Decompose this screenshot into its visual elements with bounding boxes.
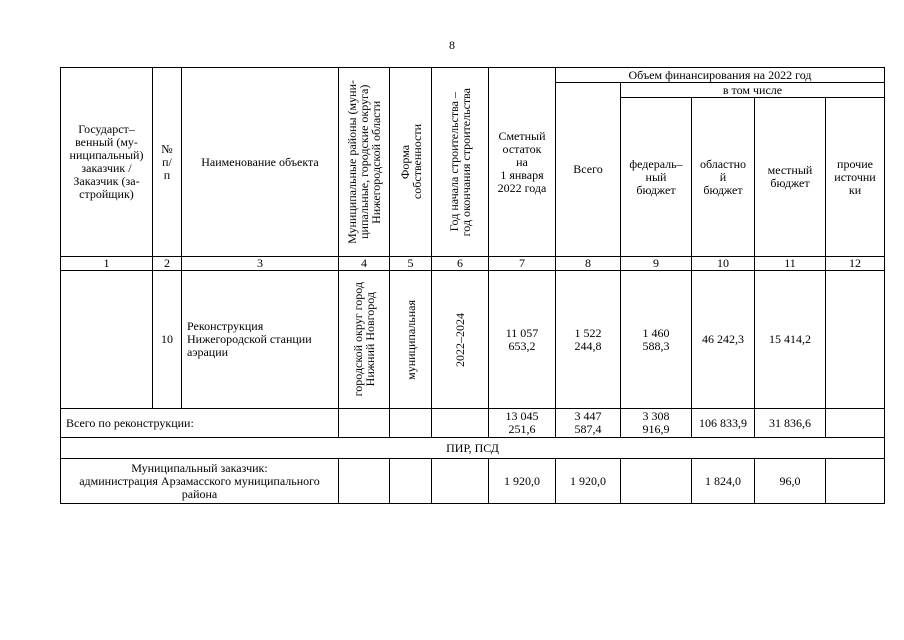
total-total: 3 447 587,4 (556, 409, 621, 438)
header-including: в том числе (621, 83, 885, 98)
header-local: местный бюджет (755, 98, 826, 257)
header-customer: Государст– венный (му- ниципальный) заказчик / Заказчик (за- стройщик) (61, 68, 153, 257)
total-regional: 106 833,9 (692, 409, 755, 438)
customer-federal (621, 459, 692, 504)
cell-estimate: 11 057 653,2 (489, 271, 556, 409)
table-row-customer (61, 459, 885, 504)
header-years-text: Год начала строительства – год окончания строительства (447, 87, 473, 237)
cell-ownership (390, 271, 432, 409)
cell-other (826, 271, 885, 409)
header-years (432, 68, 489, 257)
cell-number: 10 (153, 271, 182, 409)
total-other (826, 409, 885, 438)
column-number: 9 (621, 257, 692, 271)
cell-ownership-text: муниципальная (403, 299, 418, 380)
cell-years (432, 271, 489, 409)
customer-total: 1 920,0 (556, 459, 621, 504)
header-districts-text: Муниципальные районы (муни- ципальные, городские округа) Нижегородской области (345, 80, 383, 244)
header-estimate: Сметный остаток на 1 января 2022 года (489, 68, 556, 257)
cell-district (339, 271, 390, 409)
column-number: 8 (556, 257, 621, 271)
customer-local: 96,0 (755, 459, 826, 504)
header-object-name: Наименование объекта (182, 68, 339, 257)
header-other: прочие источни ки (826, 98, 885, 257)
cell-empty (432, 409, 489, 438)
cell-local: 15 414,2 (755, 271, 826, 409)
column-number: 10 (692, 257, 755, 271)
header-number: № п/ п (153, 68, 182, 257)
column-number: 7 (489, 257, 556, 271)
cell-empty (339, 409, 390, 438)
header-ownership-text: Форма собственности (397, 124, 424, 200)
column-number: 2 (153, 257, 182, 271)
cell-empty (390, 459, 432, 504)
total-federal: 3 308 916,9 (621, 409, 692, 438)
cell-empty (339, 459, 390, 504)
column-number: 11 (755, 257, 826, 271)
cell-object-name: Реконструкция Нижегородской станции аэрации (182, 271, 339, 409)
financing-table (60, 67, 885, 504)
table-row-object (61, 271, 885, 409)
total-local: 31 836,6 (755, 409, 826, 438)
customer-label: Муниципальный заказчик: администрация Арзамасского муниципального района (61, 459, 339, 504)
header-regional: областно й бюджет (692, 98, 755, 257)
cell-regional: 46 242,3 (692, 271, 755, 409)
column-number: 4 (339, 257, 390, 271)
customer-regional: 1 824,0 (692, 459, 755, 504)
table-row-total (61, 409, 885, 438)
cell-customer (61, 271, 153, 409)
page-number: 8 (449, 38, 455, 52)
header-total: Всего (556, 83, 621, 257)
total-estimate: 13 045 251,6 (489, 409, 556, 438)
customer-estimate: 1 920,0 (489, 459, 556, 504)
column-number: 6 (432, 257, 489, 271)
column-number: 5 (390, 257, 432, 271)
total-label: Всего по реконструкции: (61, 409, 339, 438)
column-number: 12 (826, 257, 885, 271)
header-ownership (390, 68, 432, 257)
header-districts (339, 68, 390, 257)
cell-federal: 1 460 588,3 (621, 271, 692, 409)
section-title: ПИР, ПСД (61, 438, 885, 459)
customer-other (826, 459, 885, 504)
cell-district-text: городской округ город Нижний Новгород (351, 282, 377, 397)
cell-empty (390, 409, 432, 438)
column-number: 1 (61, 257, 153, 271)
column-number: 3 (182, 257, 339, 271)
header-funding-group: Объем финансирования на 2022 год (556, 68, 885, 83)
cell-empty (432, 459, 489, 504)
cell-years-text: 2022–2024 (453, 312, 467, 367)
header-federal: федераль– ный бюджет (621, 98, 692, 257)
cell-total: 1 522 244,8 (556, 271, 621, 409)
